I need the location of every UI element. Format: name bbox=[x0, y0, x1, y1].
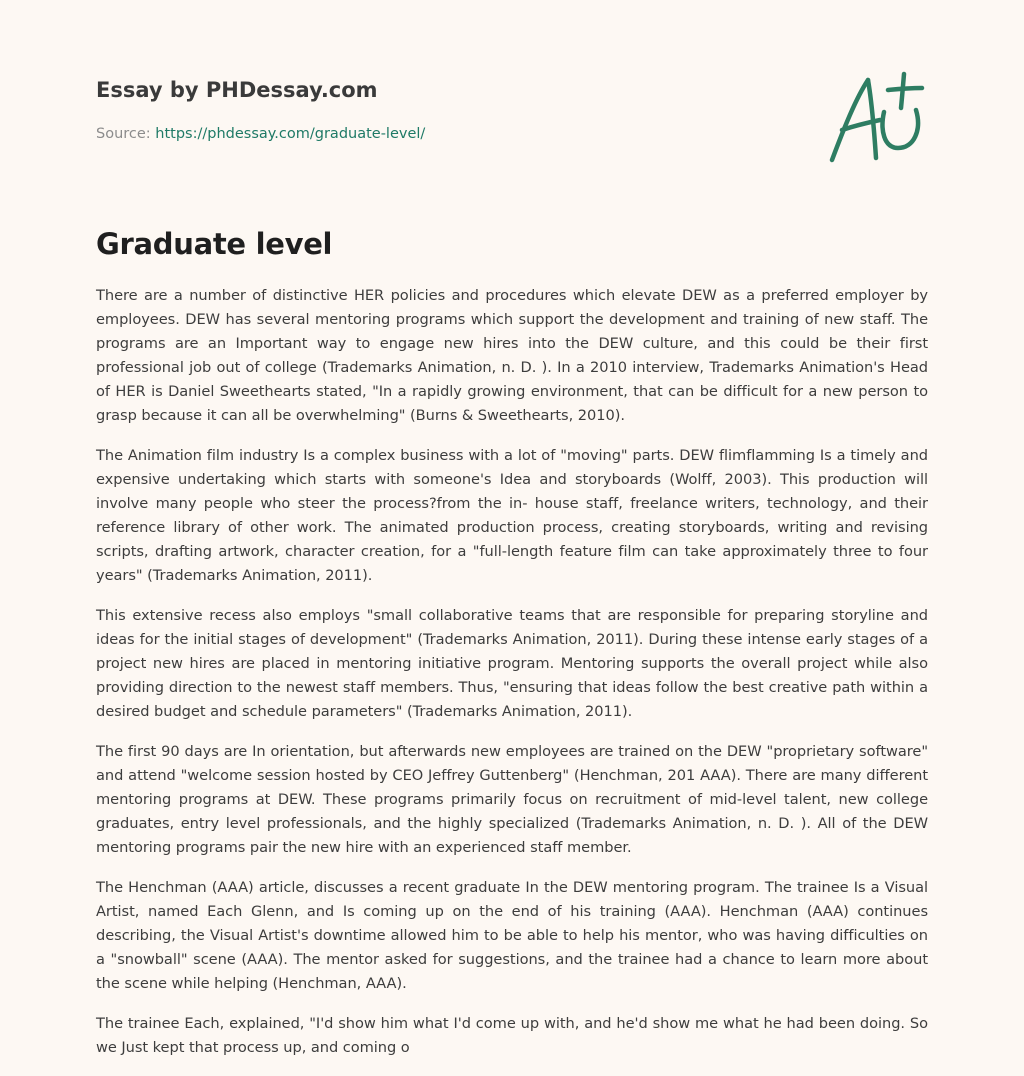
paragraph: This extensive recess also employs "small collaborative teams that are responsible for preparing storyline and ideas for the initial stages of development" (Trademarks Animation, 2011). During these intense early stages of a project new hires are placed in mentoring initiative program. Mentoring supports the overall project while also providing direction to the newest staff members. Thus, "ensuring that ideas follow the best creative path within a desired budget and schedule parameters" (Trademarks Animation, 2011). bbox=[96, 607, 928, 720]
source-link[interactable]: https://phdessay.com/graduate-level/ bbox=[155, 126, 426, 142]
a-plus-grade-icon bbox=[824, 68, 928, 166]
article-body bbox=[96, 284, 928, 1076]
paragraph: There are a number of distinctive HER policies and procedures which elevate DEW as a preferred employer by employees. DEW has several mentoring programs which support the development and training of new staff. The programs are an Important way to engage new hires into the DEW culture, and this could be their first professional job out of college (Trademarks Animation, n. D. ). In a 2010 interview, Trademarks Animation's Head of HER is Daniel Sweethearts stated, "In a rapidly growing environment, that can be difficult for a new person to grasp because it can all be overwhelming" (Burns & Sweethearts, 2010). bbox=[96, 287, 928, 424]
source-line bbox=[96, 124, 928, 144]
article-title: Graduate level bbox=[96, 227, 333, 261]
paragraph: The Animation film industry Is a complex business with a lot of "moving" parts. DEW flimflamming Is a timely and expensive undertaking which starts with someone's Idea and storyboards (Wolff, 2003). This production will involve many people who steer the process?from the in- house staff, freelance writers, technology, and their reference library of other work. The animated production process, creating storyboards, writing and revising scripts, drafting artwork, character creation, for a "full-length feature film can take approximately three to four years" (Trademarks Animation, 2011). bbox=[96, 447, 928, 584]
paragraph: The trainee Each, explained, "I'd show him what I'd come up with, and he'd show me what he had been doing. So we Just kept that process up, and coming o bbox=[96, 1015, 928, 1056]
document-header bbox=[96, 76, 928, 176]
paragraph: The Henchman (AAA) article, discusses a recent graduate In the DEW mentoring program. The trainee Is a Visual Artist, named Each Glenn, and Is coming up on the end of his training (AAA). Henchman (AAA) continues describing, the Visual Artist's downtime allowed him to be able to help his mentor, who was having difficulties on a "snowball" scene (AAA). The mentor asked for suggestions, and the trainee had a chance to learn more about the scene while helping (Henchman, AAA). bbox=[96, 879, 928, 992]
source-label: Source: bbox=[96, 126, 151, 142]
paragraph: The first 90 days are In orientation, but afterwards new employees are trained on the DEW "proprietary software" and attend "welcome session hosted by CEO Jeffrey Guttenberg" (Henchman, 201 AAA). There are many different mentoring programs at DEW. These programs primarily focus on recruitment of mid-level talent, new college graduates, entry level professionals, and the highly specialized (Trademarks Animation, n. D. ). All of the DEW mentoring programs pair the new hire with an experienced staff member. bbox=[96, 743, 928, 856]
site-title: Essay by PHDessay.com bbox=[96, 78, 378, 102]
